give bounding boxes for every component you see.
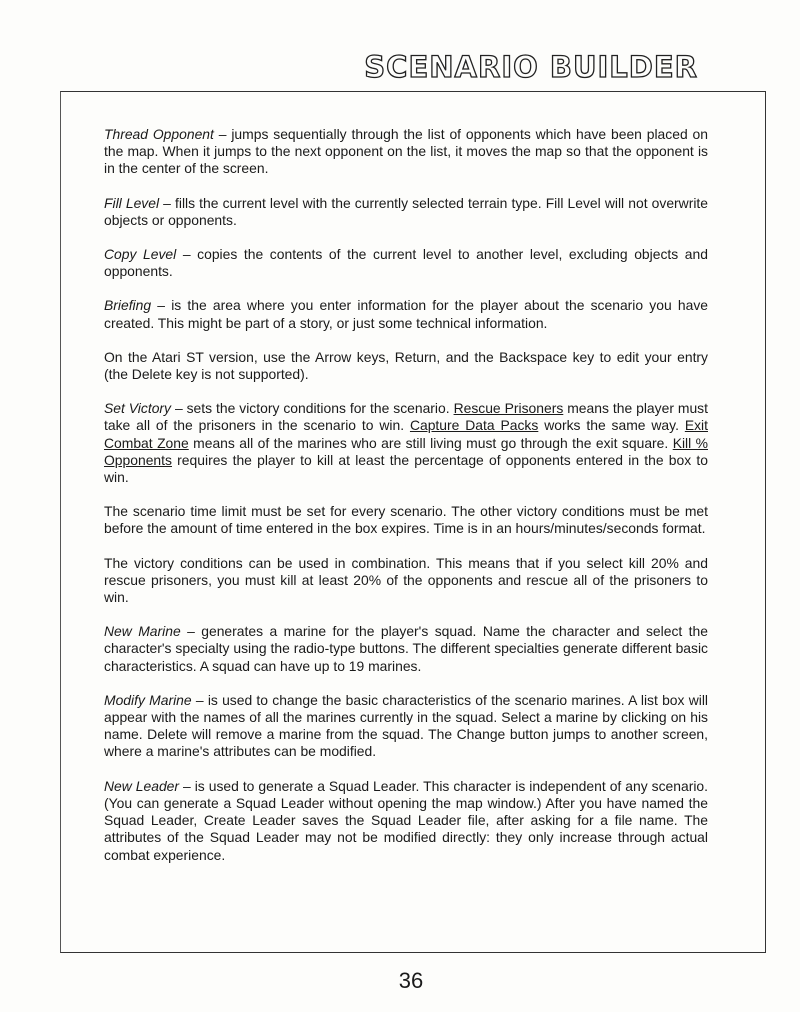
paragraph-text: works the same way. [538,417,685,434]
paragraph-modify-marine [104,692,708,761]
term-set-victory: Set Victory [104,400,171,417]
term-copy-level: Copy Level [104,246,177,263]
term-dash: – [179,777,195,794]
term-dash: – [151,297,172,314]
paragraph-text: jumps sequentially through the list of opponents which have been placed on the map. When it jumps to the next opponent on the list, it moves the map so that the opponent is in the center of the screen. [104,126,708,177]
paragraph-fill-level [104,195,708,229]
term-modify-marine: Modify Marine [104,691,192,708]
paragraph-text: The scenario time limit must be set for every scenario. The other victory conditions must be met before the amount of time entered in the box expires. Time is in an hours/minutes/seconds format. [104,503,708,537]
paragraph-text: is used to change the basic characteristics of the scenario marines. A list box will appear with the names of all the marines currently in the squad. Select a marine by clicking on his name. Delete will remove a marine from the squad. The Change button jumps to another screen, where a marine's attributes can be modified. [104,691,708,760]
option-kill-percent-opponents: Kill % Opponents [104,434,708,468]
paragraph-atari-st-note [104,349,708,383]
paragraph-copy-level [104,246,708,280]
paragraph-set-victory [104,400,708,486]
page-title: SCENARIO BUILDER [364,50,698,84]
paragraph-text: On the Atari ST version, use the Arrow keys, Return, and the Backspace key to edit your entry (the Delete key is not supported). [104,348,708,383]
paragraph-new-leader [104,778,708,864]
paragraph-text: sets the victory conditions for the scenario. [186,400,454,417]
paragraph-text: is used to generate a Squad Leader. This character is independent of any scenario. (You can generate a Squad Leader without opening the map window.) After you have named the Squad Leader, Create Leader saves the Squad Leader file, after asking for a file name. The attributes of the Squad Leader may not be modified directly: they only increase through actual combat experience. [104,777,708,863]
term-dash: – [159,194,175,211]
term-thread-opponent: Thread Opponent [104,126,214,142]
term-dash: – [191,691,208,708]
term-new-leader: New Leader [104,777,180,794]
paragraph-new-marine [104,623,708,675]
paragraph-briefing [104,297,708,331]
term-dash: – [171,400,187,417]
document-body [104,126,708,881]
paragraph-text: means all of the marines who are still living must go through the exit square. [188,434,673,451]
term-dash: – [176,246,198,263]
page-number: 36 [398,968,424,993]
term-fill-level: Fill Level [104,194,160,211]
option-exit-combat-zone: Exit Combat Zone [104,417,708,451]
term-new-marine: New Marine [104,623,181,640]
paragraph-text: is the area where you enter information for the player about the scenario you have created. This might be part of a story, or just some technical information. [104,297,708,331]
paragraph-thread-opponent [104,126,708,178]
term-briefing: Briefing [104,297,152,314]
term-dash: – [213,126,232,142]
option-rescue-prisoners: Rescue Prisoners [453,400,564,417]
paragraph-text: fills the current level with the currently selected terrain type. Fill Level will not overwrite objects or opponents. [104,194,708,228]
paragraph-text: generates a marine for the player's squad. Name the character and select the character's specialty using the radio-type buttons. The different specialties generate different basic characteristics. A squad can have up to 19 marines. [104,623,708,674]
paragraph-text: The victory conditions can be used in combination. This means that if you select kill 20% and rescue prisoners, you must kill at least 20% of the opponents and rescue all of the prisoners to win. [104,554,708,606]
paragraph-text: means the player must take all of the prisoners in the scenario to win. [104,400,708,434]
option-capture-data-packs: Capture Data Packs [409,417,539,434]
paragraph-victory-combination [104,555,708,607]
paragraph-text: requires the player to kill at least the percentage of opponents entered in the box to win. [104,451,708,486]
term-dash: – [180,623,202,640]
paragraph-time-limit [104,503,708,537]
paragraph-text: copies the contents of the current level to another level, excluding objects and opponents. [104,246,708,280]
